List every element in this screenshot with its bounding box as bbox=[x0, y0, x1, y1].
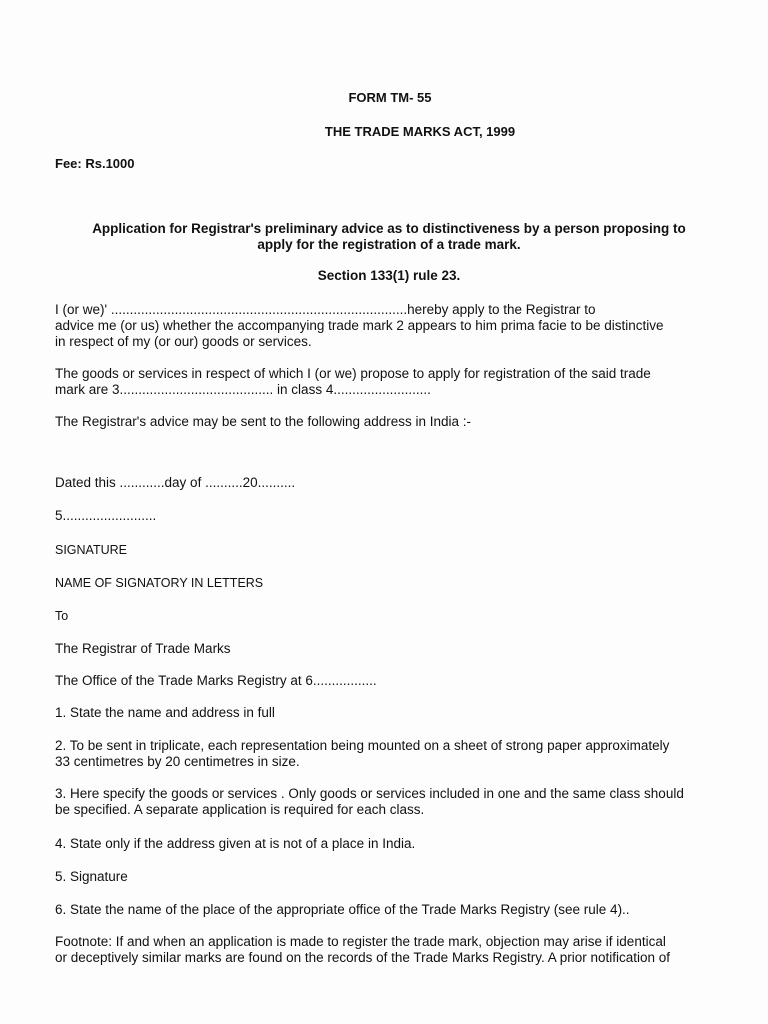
paragraph-line: The goods or services in respect of which I (or we) propose to apply for registration of the said trade bbox=[55, 366, 651, 381]
note-3 bbox=[55, 786, 723, 818]
application-heading bbox=[55, 221, 723, 253]
paragraph-line: 2. To be sent in triplicate, each representation being mounted on a sheet of strong paper approximately bbox=[55, 738, 670, 753]
dated-line: Dated this ............day of ..........20.......... bbox=[55, 475, 296, 490]
form-id: FORM TM- 55 bbox=[348, 90, 432, 105]
heading-line: Application for Registrar's preliminary advice as to distinctiveness by a person proposing to bbox=[92, 221, 686, 236]
note-6: 6. State the name of the place of the appropriate office of the Trade Marks Registry (see rule 4).. bbox=[55, 902, 630, 917]
form-body bbox=[55, 302, 723, 966]
paragraph-line: or deceptively similar marks are found on the records of the Trade Marks Registry. A prior notification of bbox=[55, 950, 671, 965]
signature-mark: 5......................... bbox=[55, 508, 157, 523]
note-1: 1. State the name and address in full bbox=[55, 705, 275, 720]
note-5: 5. Signature bbox=[55, 869, 128, 884]
registrar-line: The Registrar of Trade Marks bbox=[55, 641, 231, 656]
office-line: The Office of the Trade Marks Registry at 6................. bbox=[55, 673, 377, 688]
section-reference: Section 133(1) rule 23. bbox=[317, 268, 461, 283]
paragraph-line: 3. Here specify the goods or services . Only goods or services included in one and the same class should bbox=[55, 786, 684, 801]
applicant-paragraph bbox=[55, 302, 723, 350]
paragraph-line: be specified. A separate application is required for each class. bbox=[55, 802, 425, 817]
goods-paragraph bbox=[55, 366, 723, 398]
signature-label: SIGNATURE bbox=[55, 543, 127, 557]
to-label: To bbox=[55, 609, 69, 623]
heading-line: apply for the registration of a trade mark. bbox=[257, 237, 521, 252]
paragraph-line: 33 centimetres by 20 centimetres in size. bbox=[55, 754, 300, 769]
footnote bbox=[55, 934, 723, 966]
paragraph-line: I (or we)' ...............................................................................hereby apply to the Registrar to bbox=[55, 302, 596, 317]
act-title: THE TRADE MARKS ACT, 1999 bbox=[324, 124, 516, 139]
note-4: 4. State only if the address given at is not of a place in India. bbox=[55, 836, 416, 851]
paragraph-line: in respect of my (or our) goods or services. bbox=[55, 334, 312, 349]
signatory-name-label: NAME OF SIGNATORY IN LETTERS bbox=[55, 576, 264, 590]
paragraph-line: Footnote: If and when an application is made to register the trade mark, objection may arise if identical bbox=[55, 934, 666, 949]
paragraph-line: mark are 3......................................... in class 4.......................... bbox=[55, 382, 431, 397]
paragraph-line: advice me (or us) whether the accompanying trade mark 2 appears to him prima facie to be distinctive bbox=[55, 318, 664, 333]
fee-label: Fee: Rs.1000 bbox=[55, 156, 135, 171]
note-2 bbox=[55, 738, 723, 770]
address-paragraph: The Registrar's advice may be sent to the following address in India :- bbox=[55, 414, 472, 429]
